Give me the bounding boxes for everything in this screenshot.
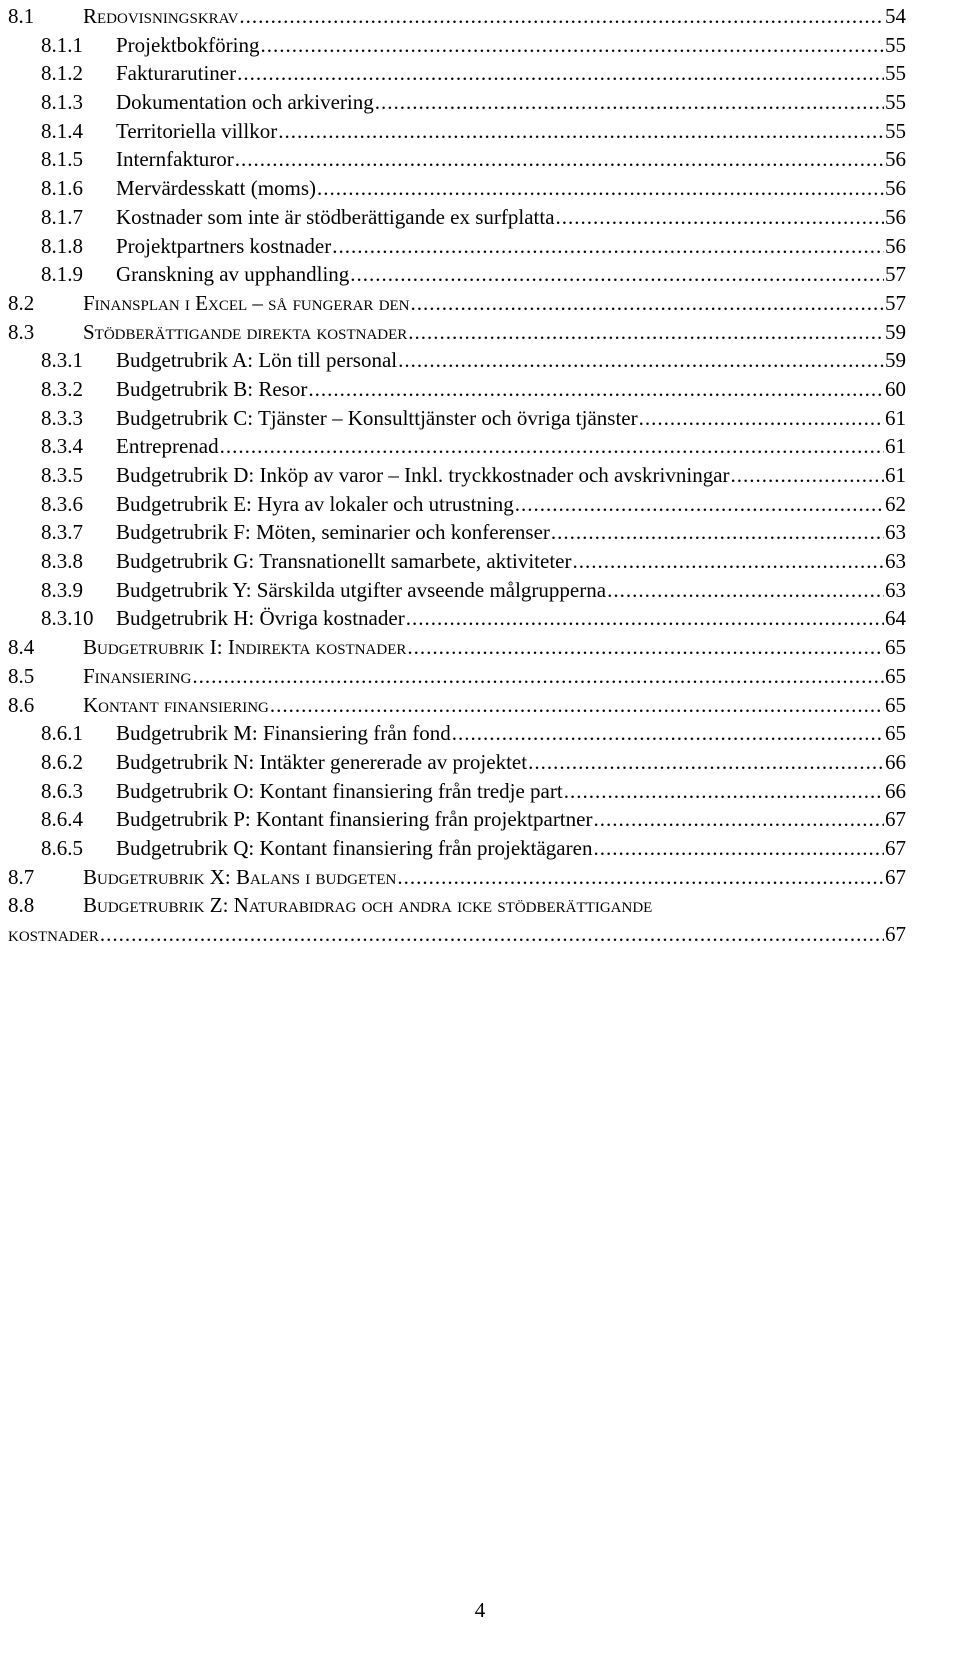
toc-entry[interactable] [8, 777, 906, 806]
dot-leader [350, 260, 884, 289]
toc-entry-number: 8.1 [8, 4, 35, 28]
toc-entry-page: 67 [885, 864, 906, 889]
toc-entry-title: Budgetrubrik F: Möten, seminarier och konferenser [116, 518, 551, 547]
toc-entry-page: 65 [885, 663, 906, 688]
toc-entry-number: 8.4 [8, 635, 35, 660]
toc-entry[interactable] [8, 576, 906, 605]
toc-entry-number: 8.1.7 [41, 204, 83, 229]
toc-entry-title: Budgetrubrik G: Transnationellt samarbete, aktiviteter [116, 547, 573, 576]
toc-entry-page: 67 [885, 807, 906, 832]
toc-entry[interactable] [8, 203, 906, 232]
toc-entry-title: Budgetrubrik Q: Kontant finansiering från projektägaren [116, 834, 593, 863]
toc-entry-title: Budgetrubrik Z: Naturabidrag och andra icke stödberättigande [83, 891, 653, 920]
dot-leader [235, 145, 884, 174]
toc-entry-title: Kostnader som inte är stödberättigande ex surfplatta [116, 203, 556, 232]
toc-entry-title: Budgetrubrik D: Inköp av varor – Inkl. tryckkostnader och avskrivningar [116, 461, 731, 490]
toc-entry-page: 64 [885, 606, 906, 631]
toc-entry-title: Projektpartners kostnader [116, 232, 332, 261]
toc-entry[interactable] [8, 691, 906, 720]
toc-entry[interactable] [8, 346, 906, 375]
toc-entry-number: 8.6 [8, 692, 35, 717]
toc-entry-title: Budgetrubrik M: Finansiering från fond [116, 719, 452, 748]
toc-entry-page: 63 [885, 549, 906, 574]
toc-entry-continuation[interactable] [8, 920, 906, 949]
dot-leader [308, 375, 884, 404]
toc-entry[interactable] [8, 547, 906, 576]
toc-entry-number: 8.1.2 [41, 61, 83, 86]
dot-leader [408, 318, 884, 347]
toc-entry-page: 55 [885, 90, 906, 115]
toc-entry-page: 56 [885, 204, 906, 229]
dot-leader [573, 547, 885, 576]
toc-entry-title: Dokumentation och arkivering [116, 88, 375, 117]
toc-entry[interactable] [8, 805, 906, 834]
toc-entry-page: 62 [885, 491, 906, 516]
toc-entry-number: 8.3.9 [41, 577, 83, 602]
dot-leader [397, 863, 884, 892]
dot-leader [731, 461, 884, 490]
toc-entry-page: 61 [885, 434, 906, 459]
toc-entry[interactable] [8, 863, 906, 892]
toc-entry-page: 56 [885, 147, 906, 172]
toc-entry[interactable] [8, 59, 906, 88]
toc-entry-page: 56 [885, 176, 906, 201]
toc-entry[interactable] [8, 289, 906, 318]
toc-entry[interactable] [8, 174, 906, 203]
dot-leader [593, 805, 884, 834]
dot-leader [607, 576, 884, 605]
toc-entry[interactable] [8, 232, 906, 261]
toc-entry-number: 8.3.3 [41, 405, 83, 430]
toc-entry-page: 65 [885, 635, 906, 660]
toc-entry-page: 55 [885, 61, 906, 86]
toc-entry-title: Finansiering [83, 662, 192, 691]
toc-entry-number: 8.3.10 [41, 606, 94, 631]
toc-entry-number: 8.3.8 [41, 549, 83, 574]
toc-entry-title: Budgetrubrik H: Övriga kostnader [116, 604, 406, 633]
toc-entry-page: 55 [885, 32, 906, 57]
toc-entry-number: 8.6.3 [41, 778, 83, 803]
toc-entry-number: 8.3.4 [41, 434, 83, 459]
dot-leader [406, 604, 884, 633]
dot-leader [639, 404, 884, 433]
dot-leader [515, 490, 884, 519]
toc-entry-page: 66 [885, 749, 906, 774]
toc-entry-number: 8.6.2 [41, 749, 83, 774]
toc-entry-page: 66 [885, 778, 906, 803]
toc-entry-number: 8.6.5 [41, 835, 83, 860]
toc-entry-title: Internfakturor [116, 145, 235, 174]
toc-entry-number: 8.1.9 [41, 262, 83, 287]
dot-leader [192, 662, 884, 691]
dot-leader [270, 691, 884, 720]
toc-entry-page: 57 [885, 262, 906, 287]
toc-entry-title: Budgetrubrik P: Kontant finansiering från projektpartner [116, 805, 593, 834]
toc-entry-number: 8.6.4 [41, 807, 83, 832]
toc-entry[interactable] [8, 633, 906, 662]
toc-entry-title: Projektbokföring [116, 31, 260, 60]
toc-entry[interactable] [8, 461, 906, 490]
toc-entry-title: Mervärdesskatt (moms) [116, 174, 317, 203]
toc-entry-page: 67 [885, 835, 906, 860]
toc-entry[interactable] [8, 31, 906, 60]
toc-entry-page: 63 [885, 520, 906, 545]
dot-leader [556, 203, 884, 232]
dot-leader [317, 174, 884, 203]
dot-leader [551, 518, 884, 547]
toc-entry-page: 63 [885, 577, 906, 602]
toc-entry[interactable] [8, 719, 906, 748]
toc-entry-number: 8.6.1 [41, 721, 83, 746]
toc-entry-number: 8.3.6 [41, 491, 83, 516]
toc-entry[interactable] [8, 88, 906, 117]
dot-leader [564, 777, 884, 806]
toc-entry-page: 59 [885, 348, 906, 373]
toc-entry-number: 8.3.5 [41, 463, 83, 487]
toc-entry[interactable] [8, 404, 906, 433]
toc-entry-page: 55 [885, 118, 906, 143]
toc-entry-page: 59 [885, 319, 906, 344]
toc-entry[interactable] [8, 375, 906, 404]
toc-entry-title: Budgetrubrik C: Tjänster – Konsulttjänster och övriga tjänster [116, 404, 639, 433]
toc-entry-number: 8.3.7 [41, 520, 83, 545]
toc-entry-page: 65 [885, 721, 906, 746]
dot-leader [260, 31, 884, 60]
toc-entry[interactable] [8, 145, 906, 174]
toc-entry-number: 8.3 [8, 319, 35, 344]
toc-entry-number: 8.1.5 [41, 147, 83, 172]
toc-entry[interactable] [8, 490, 906, 519]
toc-entry-page: 65 [885, 692, 906, 717]
table-of-contents [8, 2, 906, 949]
toc-entry[interactable] [8, 2, 906, 31]
toc-entry[interactable] [8, 432, 906, 461]
toc-entry-title: Budgetrubrik E: Hyra av lokaler och utrustning [116, 490, 515, 519]
toc-entry-title: Budgetrubrik X: Balans i budgeten [83, 863, 397, 892]
toc-entry-number: 8.1.3 [41, 90, 83, 115]
dot-leader [593, 834, 884, 863]
dot-leader [452, 719, 884, 748]
toc-entry-number: 8.1.6 [41, 176, 83, 201]
toc-entry-title: Budgetrubrik I: Indirekta kostnader [83, 633, 407, 662]
dot-leader [407, 633, 884, 662]
dot-leader [332, 232, 884, 261]
toc-entry[interactable] [8, 518, 906, 547]
toc-entry[interactable] [8, 834, 906, 863]
toc-entry-page: 57 [885, 290, 906, 315]
toc-entry-number: 8.8 [8, 893, 35, 918]
toc-entry-number: 8.1.8 [41, 233, 83, 258]
toc-entry-page: 61 [885, 463, 906, 487]
toc-entry-title-continued: kostnader [8, 920, 100, 949]
dot-leader [278, 117, 884, 146]
toc-entry-title: Budgetrubrik O: Kontant finansiering från tredje part [116, 777, 564, 806]
toc-entry-page: 61 [885, 405, 906, 430]
dot-leader [398, 346, 884, 375]
toc-entry[interactable] [8, 117, 906, 146]
toc-entry-title: Budgetrubrik N: Intäkter genererade av projektet [116, 748, 528, 777]
toc-entry-title: Redovisningskrav [83, 2, 239, 31]
toc-entry-title: Finansplan i Excel – så fungerar den [83, 289, 411, 318]
toc-entry-number: 8.3.2 [41, 376, 83, 401]
toc-entry-number: 8.1.1 [41, 32, 83, 57]
toc-entry[interactable] [8, 318, 906, 347]
toc-entry-title: Budgetrubrik B: Resor [116, 375, 308, 404]
toc-entry[interactable] [8, 891, 906, 920]
page-number: 4 [474, 1598, 486, 1622]
toc-entry[interactable] [8, 604, 906, 633]
toc-entry[interactable] [8, 260, 906, 289]
toc-entry-page: 67 [885, 922, 906, 946]
toc-entry-page: 54 [885, 4, 906, 28]
toc-entry[interactable] [8, 748, 906, 777]
toc-entry-title: Entreprenad [116, 432, 220, 461]
dot-leader [237, 59, 884, 88]
dot-leader [220, 432, 884, 461]
toc-entry-page: 56 [885, 233, 906, 258]
dot-leader [239, 2, 884, 31]
dot-leader [100, 920, 884, 949]
toc-entry-title: Stödberättigande direkta kostnader [83, 318, 408, 347]
toc-entry-title: Territoriella villkor [116, 117, 278, 146]
toc-entry-number: 8.7 [8, 864, 35, 889]
toc-entry-number: 8.5 [8, 663, 35, 688]
dot-leader [411, 289, 884, 318]
toc-entry-number: 8.1.4 [41, 118, 83, 143]
dot-leader [375, 88, 884, 117]
toc-entry-title: Budgetrubrik A: Lön till personal [116, 346, 398, 375]
toc-entry-number: 8.2 [8, 290, 35, 315]
toc-entry-title: Fakturarutiner [116, 59, 237, 88]
toc-entry-title: Kontant finansiering [83, 691, 270, 720]
toc-entry-title: Budgetrubrik Y: Särskilda utgifter avseende målgrupperna [116, 576, 607, 605]
dot-leader [528, 748, 884, 777]
toc-entry-title: Granskning av upphandling [116, 260, 350, 289]
toc-entry[interactable] [8, 662, 906, 691]
toc-entry-page: 60 [885, 376, 906, 401]
toc-entry-number: 8.3.1 [41, 348, 83, 373]
